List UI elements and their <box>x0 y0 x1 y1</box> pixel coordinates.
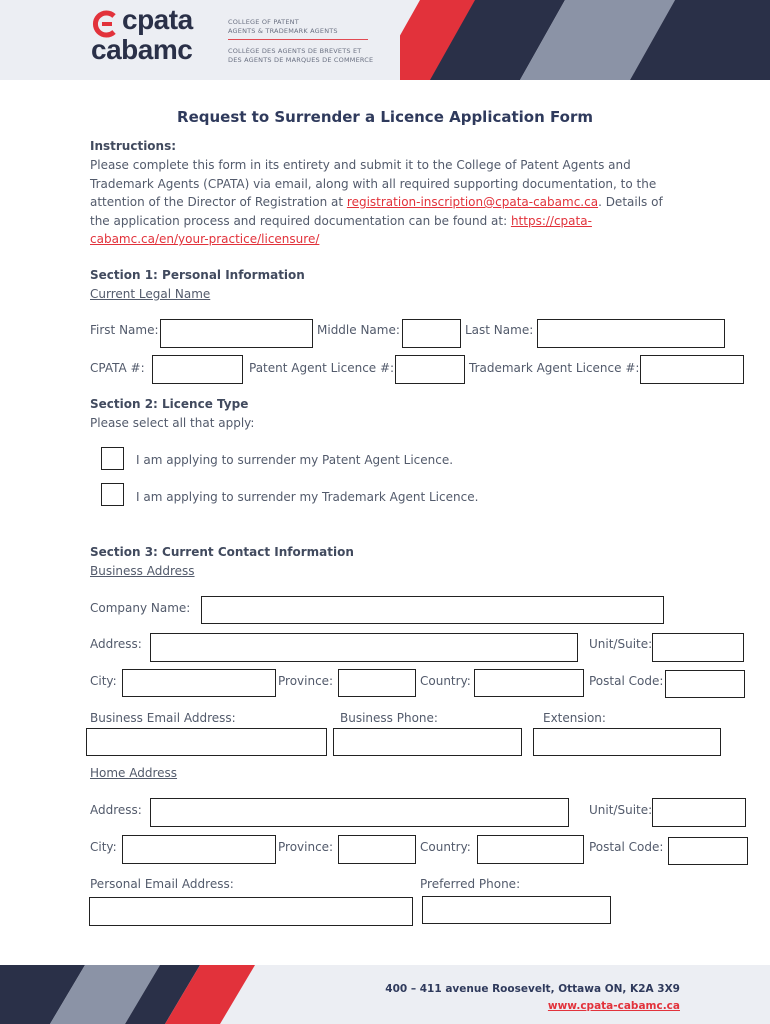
business-address-heading: Business Address <box>90 564 195 578</box>
preferred-phone-field[interactable] <box>422 896 611 924</box>
business-phone-field[interactable] <box>333 728 522 756</box>
instructions-part2: . Details of the application process and required documentation can be found at: <box>90 195 663 228</box>
tagline-fr-2: DES AGENTS DE MARQUES DE COMMERCE <box>228 56 374 64</box>
home-postal-field[interactable] <box>668 837 748 865</box>
cpata-number-field[interactable] <box>152 355 243 384</box>
logo-wordmark-fr: cabamc <box>91 34 193 65</box>
first-name-label: First Name: <box>90 323 159 337</box>
middle-name-label: Middle Name: <box>317 323 400 337</box>
extension-label: Extension: <box>543 711 606 725</box>
home-address-field[interactable] <box>150 798 569 827</box>
first-name-field[interactable] <box>160 319 313 348</box>
home-address-label: Address: <box>90 803 142 817</box>
personal-email-label: Personal Email Address: <box>90 877 234 891</box>
business-phone-label: Business Phone: <box>340 711 438 725</box>
cpata-number-label: CPATA #: <box>90 361 145 375</box>
business-email-field[interactable] <box>86 728 327 756</box>
business-province-field[interactable] <box>338 669 416 697</box>
home-unit-field[interactable] <box>652 798 746 827</box>
trademark-licence-label: Trademark Agent Licence #: <box>469 361 640 375</box>
header-stripes <box>400 0 770 80</box>
business-city-field[interactable] <box>122 669 276 697</box>
business-address-label: Address: <box>90 637 142 651</box>
tagline-fr-1: COLLÈGE DES AGENTS DE BREVETS ET <box>228 47 362 55</box>
business-address-field[interactable] <box>150 633 578 662</box>
business-country-field[interactable] <box>474 669 584 697</box>
business-city-label: City: <box>90 674 117 688</box>
business-postal-field[interactable] <box>665 670 745 698</box>
business-unit-field[interactable] <box>652 633 744 662</box>
home-city-label: City: <box>90 840 117 854</box>
form-title: Request to Surrender a Licence Application Form <box>177 108 593 126</box>
home-country-label: Country: <box>420 840 471 854</box>
business-province-label: Province: <box>278 674 334 688</box>
home-unit-label: Unit/Suite: <box>589 803 653 817</box>
patent-licence-checkbox[interactable] <box>101 447 124 470</box>
middle-name-field[interactable] <box>402 319 461 348</box>
section2-heading: Section 2: Licence Type <box>90 397 249 411</box>
section3-heading: Section 3: Current Contact Information <box>90 545 354 559</box>
home-city-field[interactable] <box>122 835 276 864</box>
tagline-en-1: COLLEGE OF PATENT <box>228 18 299 26</box>
patent-licence-field[interactable] <box>395 355 465 384</box>
footer-website-link[interactable]: www.cpata-cabamc.ca <box>547 1000 680 1012</box>
home-address-heading: Home Address <box>90 766 178 780</box>
home-province-label: Province: <box>278 840 334 854</box>
extension-field[interactable] <box>533 728 721 756</box>
instructions-text <box>90 156 680 249</box>
logo-wordmark-en: cpata <box>122 4 193 35</box>
licensure-url-link[interactable]: https://cpata-cabamc.ca/en/your-practice/licensure/ <box>90 213 592 246</box>
business-email-label: Business Email Address: <box>90 711 236 725</box>
last-name-field[interactable] <box>537 319 725 348</box>
section1-heading: Section 1: Personal Information <box>90 268 305 282</box>
current-legal-name-heading: Current Legal Name <box>90 287 211 301</box>
instructions-part1: Please complete this form in its entirety and submit it to the College of Patent Agents and Trademark Agents (CPATA) via email, along with all required supporting documentation, to the attention of the Director of Registration at <box>90 158 657 209</box>
tagline-divider <box>228 39 368 40</box>
home-province-field[interactable] <box>338 835 416 864</box>
personal-email-field[interactable] <box>89 897 413 926</box>
company-name-label: Company Name: <box>90 601 191 615</box>
preferred-phone-label: Preferred Phone: <box>420 877 521 891</box>
home-country-field[interactable] <box>477 835 584 864</box>
patent-licence-option-label: I am applying to surrender my Patent Agent Licence. <box>136 453 454 467</box>
last-name-label: Last Name: <box>465 323 534 337</box>
business-country-label: Country: <box>420 674 471 688</box>
tagline-en-2: AGENTS & TRADEMARK AGENTS <box>228 27 338 35</box>
instructions-heading: Instructions: <box>90 139 177 153</box>
trademark-licence-option-label: I am applying to surrender my Trademark Agent Licence. <box>136 490 479 504</box>
patent-licence-label: Patent Agent Licence #: <box>249 361 395 375</box>
footer-stripes <box>0 965 300 1024</box>
business-unit-label: Unit/Suite: <box>589 637 653 651</box>
licence-type-instruction: Please select all that apply: <box>90 416 255 430</box>
trademark-licence-checkbox[interactable] <box>101 483 124 506</box>
footer-address: 400 – 411 avenue Roosevelt, Ottawa ON, K2A 3X9 <box>385 983 680 995</box>
business-postal-label: Postal Code: <box>589 674 664 688</box>
trademark-licence-field[interactable] <box>640 355 744 384</box>
home-postal-label: Postal Code: <box>589 840 664 854</box>
company-name-field[interactable] <box>201 596 664 624</box>
registration-email-link[interactable]: registration-inscription@cpata-cabamc.ca <box>346 195 599 209</box>
